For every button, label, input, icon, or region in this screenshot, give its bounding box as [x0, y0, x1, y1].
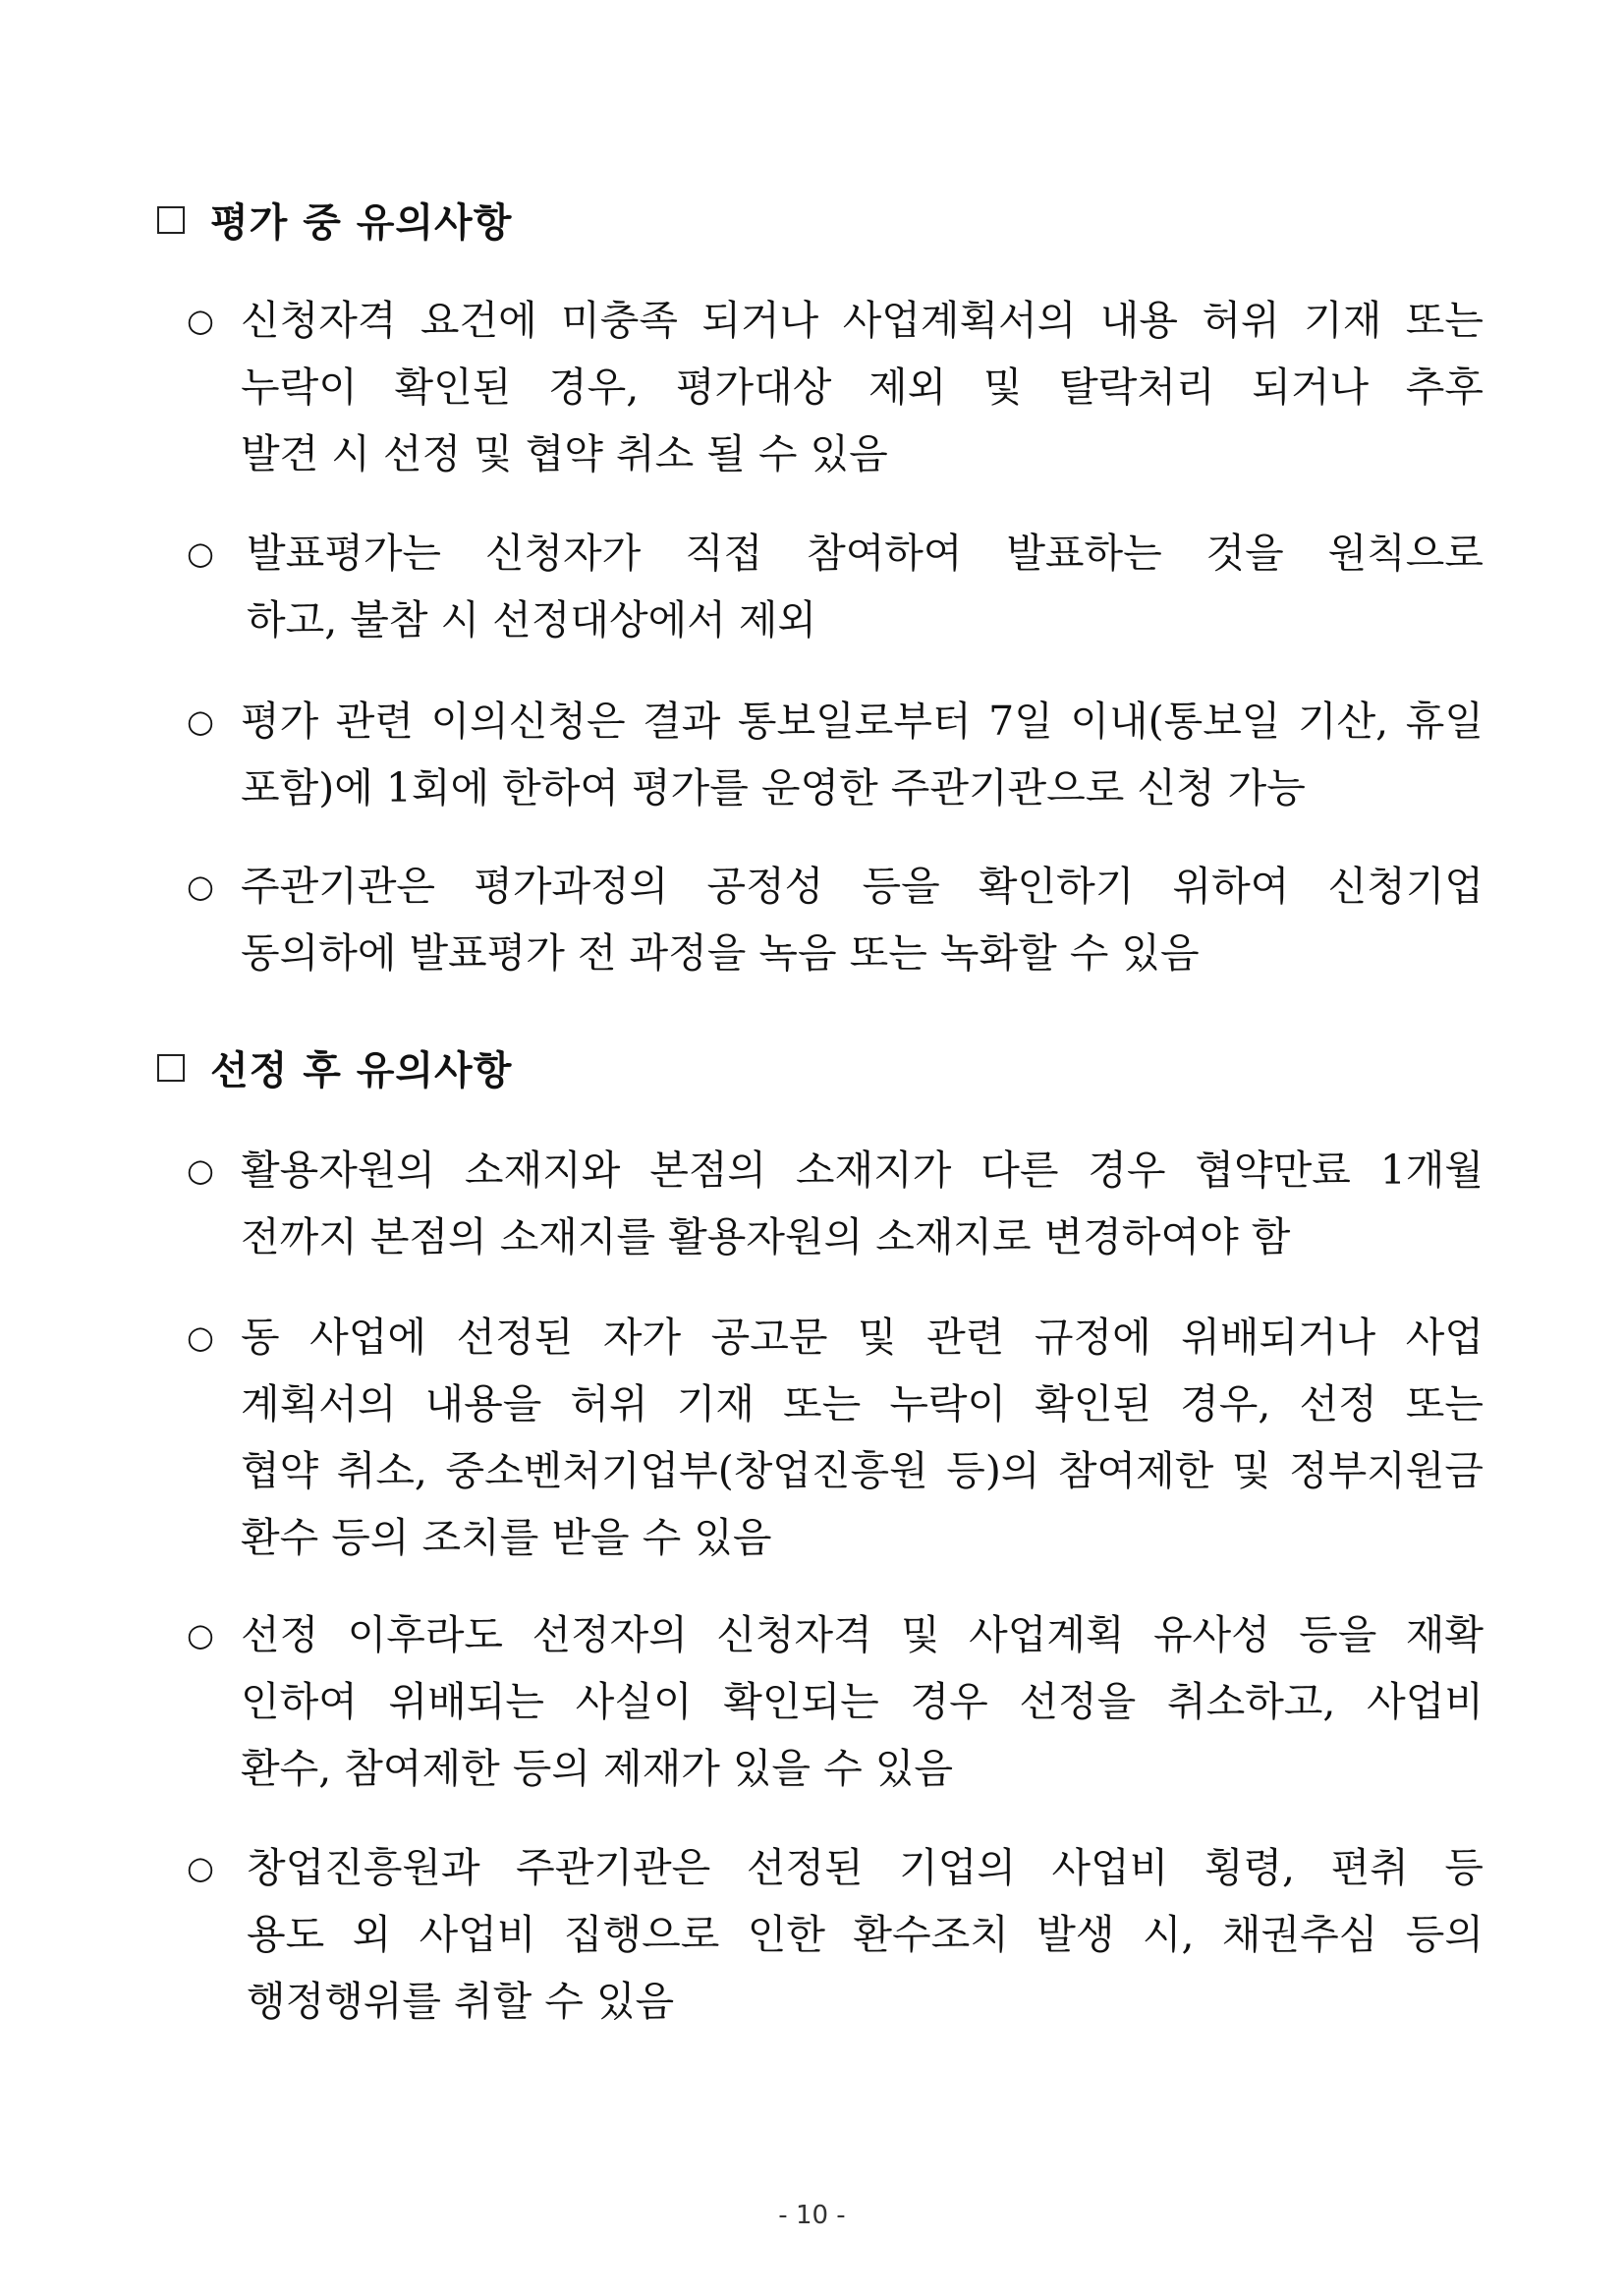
bullet-icon: ○ — [187, 302, 214, 339]
list-item — [187, 1834, 1484, 2035]
bullet-icon: ○ — [187, 534, 214, 572]
bullet-icon: ○ — [187, 1616, 214, 1653]
list-item — [187, 287, 1484, 487]
item-text-line: 포함)에 1회에 한하여 평가를 운영한 주관기관으로 신청 가능 — [241, 764, 1306, 812]
page-number: - 10 - — [778, 2201, 846, 2230]
item-text-line: 창업진흥원과 주관기관은 선정된 기업의 사업비 횡령, 편취 등 — [247, 1844, 1484, 1891]
section-heading-selection — [157, 1039, 512, 1095]
list-item — [187, 688, 1484, 821]
item-text-line: 전까지 본점의 소재지를 활용자원의 소재지로 변경하여야 함 — [241, 1213, 1291, 1260]
item-text-line: 용도 외 사업비 집행으로 인한 환수조치 발생 시, 채권추심 등의 — [247, 1911, 1484, 1958]
item-text-line: 환수 등의 조치를 받을 수 있음 — [241, 1514, 772, 1561]
item-text-line: 발견 시 선정 및 협약 취소 될 수 있음 — [241, 430, 888, 477]
item-text-line: 선정 이후라도 선정자의 신청자격 및 사업계획 유사성 등을 재확 — [241, 1611, 1484, 1658]
item-text-line: 인하여 위배되는 사실이 확인되는 경우 선정을 취소하고, 사업비 — [241, 1678, 1484, 1725]
section-heading-evaluation — [157, 192, 512, 248]
list-item — [187, 1304, 1484, 1571]
item-text-line: 동 사업에 선정된 자가 공고문 및 관련 규정에 위배되거나 사업 — [241, 1314, 1484, 1361]
item-text-line: 행정행위를 취할 수 있음 — [247, 1978, 675, 2025]
bullet-icon: ○ — [187, 1151, 214, 1189]
bullet-icon: ○ — [187, 1318, 214, 1356]
list-item — [187, 1137, 1484, 1270]
bullet-icon: ○ — [187, 702, 214, 740]
item-text-line: 활용자원의 소재지와 본점의 소재지가 다른 경우 협약만료 1개월 — [241, 1147, 1484, 1194]
item-text-line: 하고, 불참 시 선정대상에서 제외 — [247, 596, 817, 644]
list-item — [187, 853, 1484, 986]
item-text-line: 협약 취소, 중소벤처기업부(창업진흥원 등)의 참여제한 및 정부지원금 — [241, 1447, 1484, 1494]
checkbox-icon — [157, 1054, 185, 1082]
list-item — [187, 1601, 1484, 1802]
item-text-line: 평가 관련 이의신청은 결과 통보일로부터 7일 이내(통보일 기산, 휴일 — [241, 698, 1484, 745]
item-text-line: 발표평가는 신청자가 직접 참여하여 발표하는 것을 원칙으로 — [247, 530, 1484, 577]
item-text-line: 계획서의 내용을 허위 기재 또는 누락이 확인된 경우, 선정 또는 — [241, 1380, 1484, 1428]
item-text-line: 동의하에 발표평가 전 과정을 녹음 또는 녹화할 수 있음 — [241, 929, 1200, 977]
item-text-line: 신청자격 요건에 미충족 되거나 사업계획서의 내용 허위 기재 또는 — [241, 297, 1484, 344]
bullet-icon: ○ — [187, 868, 214, 905]
item-text-line: 주관기관은 평가과정의 공정성 등을 확인하기 위하여 신청기업 — [241, 863, 1484, 910]
checkbox-icon — [157, 206, 185, 234]
item-text-line: 누락이 확인된 경우, 평가대상 제외 및 탈락처리 되거나 추후 — [241, 364, 1484, 411]
section-title: 평가 중 유의사항 — [210, 200, 513, 246]
list-item — [187, 520, 1484, 653]
item-text-line: 환수, 참여제한 등의 제재가 있을 수 있음 — [241, 1745, 953, 1792]
section-title: 선정 후 유의사항 — [210, 1048, 513, 1093]
bullet-icon: ○ — [187, 1849, 214, 1886]
